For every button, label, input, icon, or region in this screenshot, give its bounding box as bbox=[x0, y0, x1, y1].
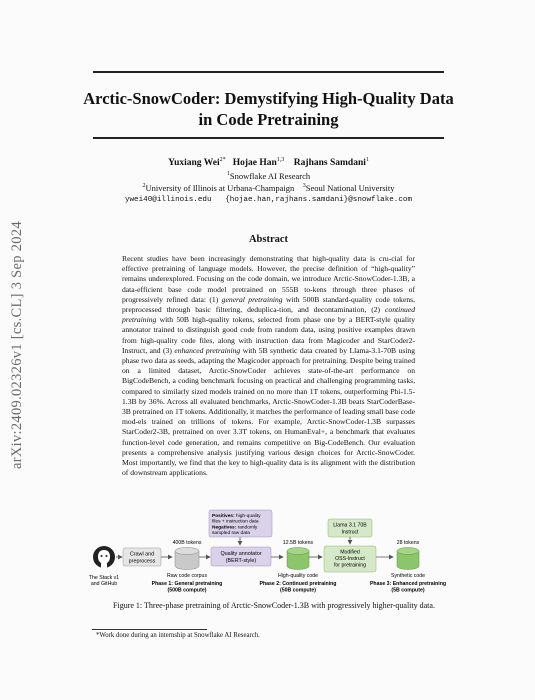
tokens-12-5b-label: 12.5B tokens bbox=[282, 540, 314, 546]
hq-code-label: High-quality code bbox=[277, 573, 319, 579]
tokens-400b-label: 400B tokens bbox=[172, 540, 202, 546]
annotator-label-2: (BERT-style) bbox=[225, 558, 257, 564]
paper-title bbox=[60, 88, 477, 130]
negatives-line-1 bbox=[212, 525, 258, 531]
crawl-label-2: preprocess bbox=[128, 558, 156, 565]
positives-text: high-quality bbox=[234, 514, 261, 519]
abstract-text: with 5B synthetic data created by Llama-3.1-70B using phase two data as seeds, adapting the Magicoder approach for pretraining. Despite being trained on a limited dataset, Arctic-SnowCoder achieves state-of-the-art performance on BigCodeBench, a coding benchmark focusing on practical and challenging programming tasks, compared to similarly sized models trained on no more than 1T tokens, outperforming Phi-1.5-1.3B by 36%. Across all evaluated benchmarks, Arctic-SnowCoder-1.3B beats StarCoderBase-3B pretrained on 1T tokens. Additionally, it matches the performance of leading small base code mod-els trained on trillions of tokens. For example, Arctic-SnowCoder-1.3B surpasses StarCoder2-3B, pretrained on over 3.3T tokens, on HumanEval+, a benchmark that evaluates function-level code generation, and remains competitive on Big-CodeBench. Our evaluation presents a comprehensive analysis justifying various design choices for Arctic-SnowCoder. Most importantly, we find that the key to high-quality data is its alignment with the distribution of downstream applications. bbox=[122, 345, 416, 478]
arxiv-stamp: arXiv:2409.02326v1 [cs.CL] 3 Sep 2024 bbox=[9, 221, 25, 469]
negatives-label: Negatives: bbox=[212, 525, 237, 531]
author-name: Yuxiang Wei bbox=[168, 158, 220, 169]
author-name: Rajhans Samdani bbox=[293, 158, 366, 169]
synthetic-code-database-icon bbox=[397, 548, 419, 570]
phase2-compute: (50B compute) bbox=[279, 587, 317, 594]
title-line-1: Arctic-SnowCoder: Demystifying High-Quality Data bbox=[83, 89, 454, 108]
raw-corpus-label: Raw code corpus bbox=[166, 573, 208, 579]
phase2-label: Phase 2: Continued pretraining bbox=[259, 581, 337, 587]
abstract-body bbox=[122, 254, 415, 478]
author-sup: 1 bbox=[365, 157, 369, 163]
title-line-2: in Code Pretraining bbox=[198, 110, 339, 129]
figure-1-pipeline-diagram bbox=[88, 507, 448, 597]
source-label-2: and GitHub bbox=[90, 581, 118, 587]
abstract-text: with 50B high-quality tokens, selected from phase one by a BERT-style quality annotator trained to distinguish good code from random data, using positive examples drawn from high-quality code files, along with instruction data from Magicoder and StarCoder2-Instruct, and (3) bbox=[122, 315, 415, 355]
positives-line-2: files + instruction data bbox=[212, 519, 259, 525]
tokens-28-label: 28 tokens bbox=[396, 540, 420, 546]
figure-caption: Figure 1: Three-phase pretraining of Arctic-SnowCoder-1.3B with progressively higher-quality data. bbox=[113, 601, 435, 610]
llama-label-2: Instruct bbox=[341, 529, 359, 536]
oss-label-2: OSS-Instruct bbox=[335, 556, 365, 562]
phase1-compute: (500B compute) bbox=[167, 587, 207, 594]
source-label-1: The Stack v1 bbox=[88, 575, 120, 581]
affil-sup: 2 bbox=[142, 183, 146, 190]
affil-text: Snowflake AI Research bbox=[229, 171, 311, 181]
affil-text: University of Illinois at Urbana-Champaign bbox=[145, 183, 295, 193]
crawl-label-1: Crawl and bbox=[129, 551, 155, 558]
affiliation-2-3 bbox=[60, 183, 477, 193]
affiliation-1 bbox=[60, 171, 477, 181]
negatives-line-2: sampled raw data bbox=[212, 531, 250, 536]
oss-label-3: for pretraining bbox=[333, 562, 367, 569]
affil-text: Seoul National University bbox=[305, 183, 395, 193]
abstract-heading: Abstract bbox=[248, 234, 289, 245]
negatives-text: randomly bbox=[236, 525, 258, 531]
phase1-label: Phase 1: General pretraining bbox=[151, 581, 223, 587]
hq-code-database-icon bbox=[287, 548, 309, 570]
oss-label-1: Modified bbox=[340, 549, 360, 556]
affil-sup: 1 bbox=[226, 171, 230, 178]
synthetic-code-label: Synthetic code bbox=[390, 573, 426, 579]
raw-corpus-database-icon bbox=[175, 548, 199, 570]
github-icon bbox=[93, 546, 115, 568]
footnote-rule bbox=[92, 629, 207, 630]
abstract-emphasis: continued pretraining bbox=[122, 305, 415, 325]
positives-line-1 bbox=[212, 513, 261, 519]
affil-sup: 3 bbox=[302, 183, 306, 190]
title-bottom-rule bbox=[93, 137, 444, 139]
email-link[interactable]: ywei40@illinois.edu bbox=[124, 196, 212, 204]
email-link[interactable]: {hojae.han,rajhans.samdani}@snowflake.com bbox=[225, 196, 413, 204]
author-name: Hojae Han bbox=[232, 158, 277, 169]
phase3-compute: (5B compute) bbox=[391, 587, 425, 594]
author-emails bbox=[60, 196, 477, 204]
abstract-emphasis: general pretraining bbox=[221, 294, 283, 304]
annotator-label-1: Quality annotator bbox=[220, 551, 262, 557]
title-top-rule bbox=[93, 71, 444, 73]
positives-label: Positives: bbox=[212, 514, 235, 519]
author-sup: 1,3 bbox=[276, 157, 285, 163]
author-sup: 2* bbox=[219, 157, 226, 163]
author-list bbox=[60, 157, 477, 168]
abstract-emphasis: enhanced pretraining bbox=[174, 345, 241, 355]
phase3-label: Phase 3: Enhanced pretraining bbox=[369, 581, 447, 587]
footnote: *Work done during an internship at Snowflake AI Research. bbox=[96, 632, 260, 639]
abstract-text: Recent studies have been increasingly demonstrating that high-quality data is cru-cial for effective pretraining of language models. However, the precise definition of “high-quality” remains underexplored. Focusing on the code domain, we introduce Arctic-SnowCoder-1.3B, a data-efficient base code model pretrained on 555B to-kens through three phases of progressively refined data: (1) bbox=[122, 254, 415, 304]
abstract-text: with 500B standard-quality code tokens, preprocessed through basic filtering, deduplica-tion, and decontamination, (2) bbox=[122, 294, 415, 315]
llama-label-1: Llama 3.1 70B bbox=[333, 522, 367, 529]
